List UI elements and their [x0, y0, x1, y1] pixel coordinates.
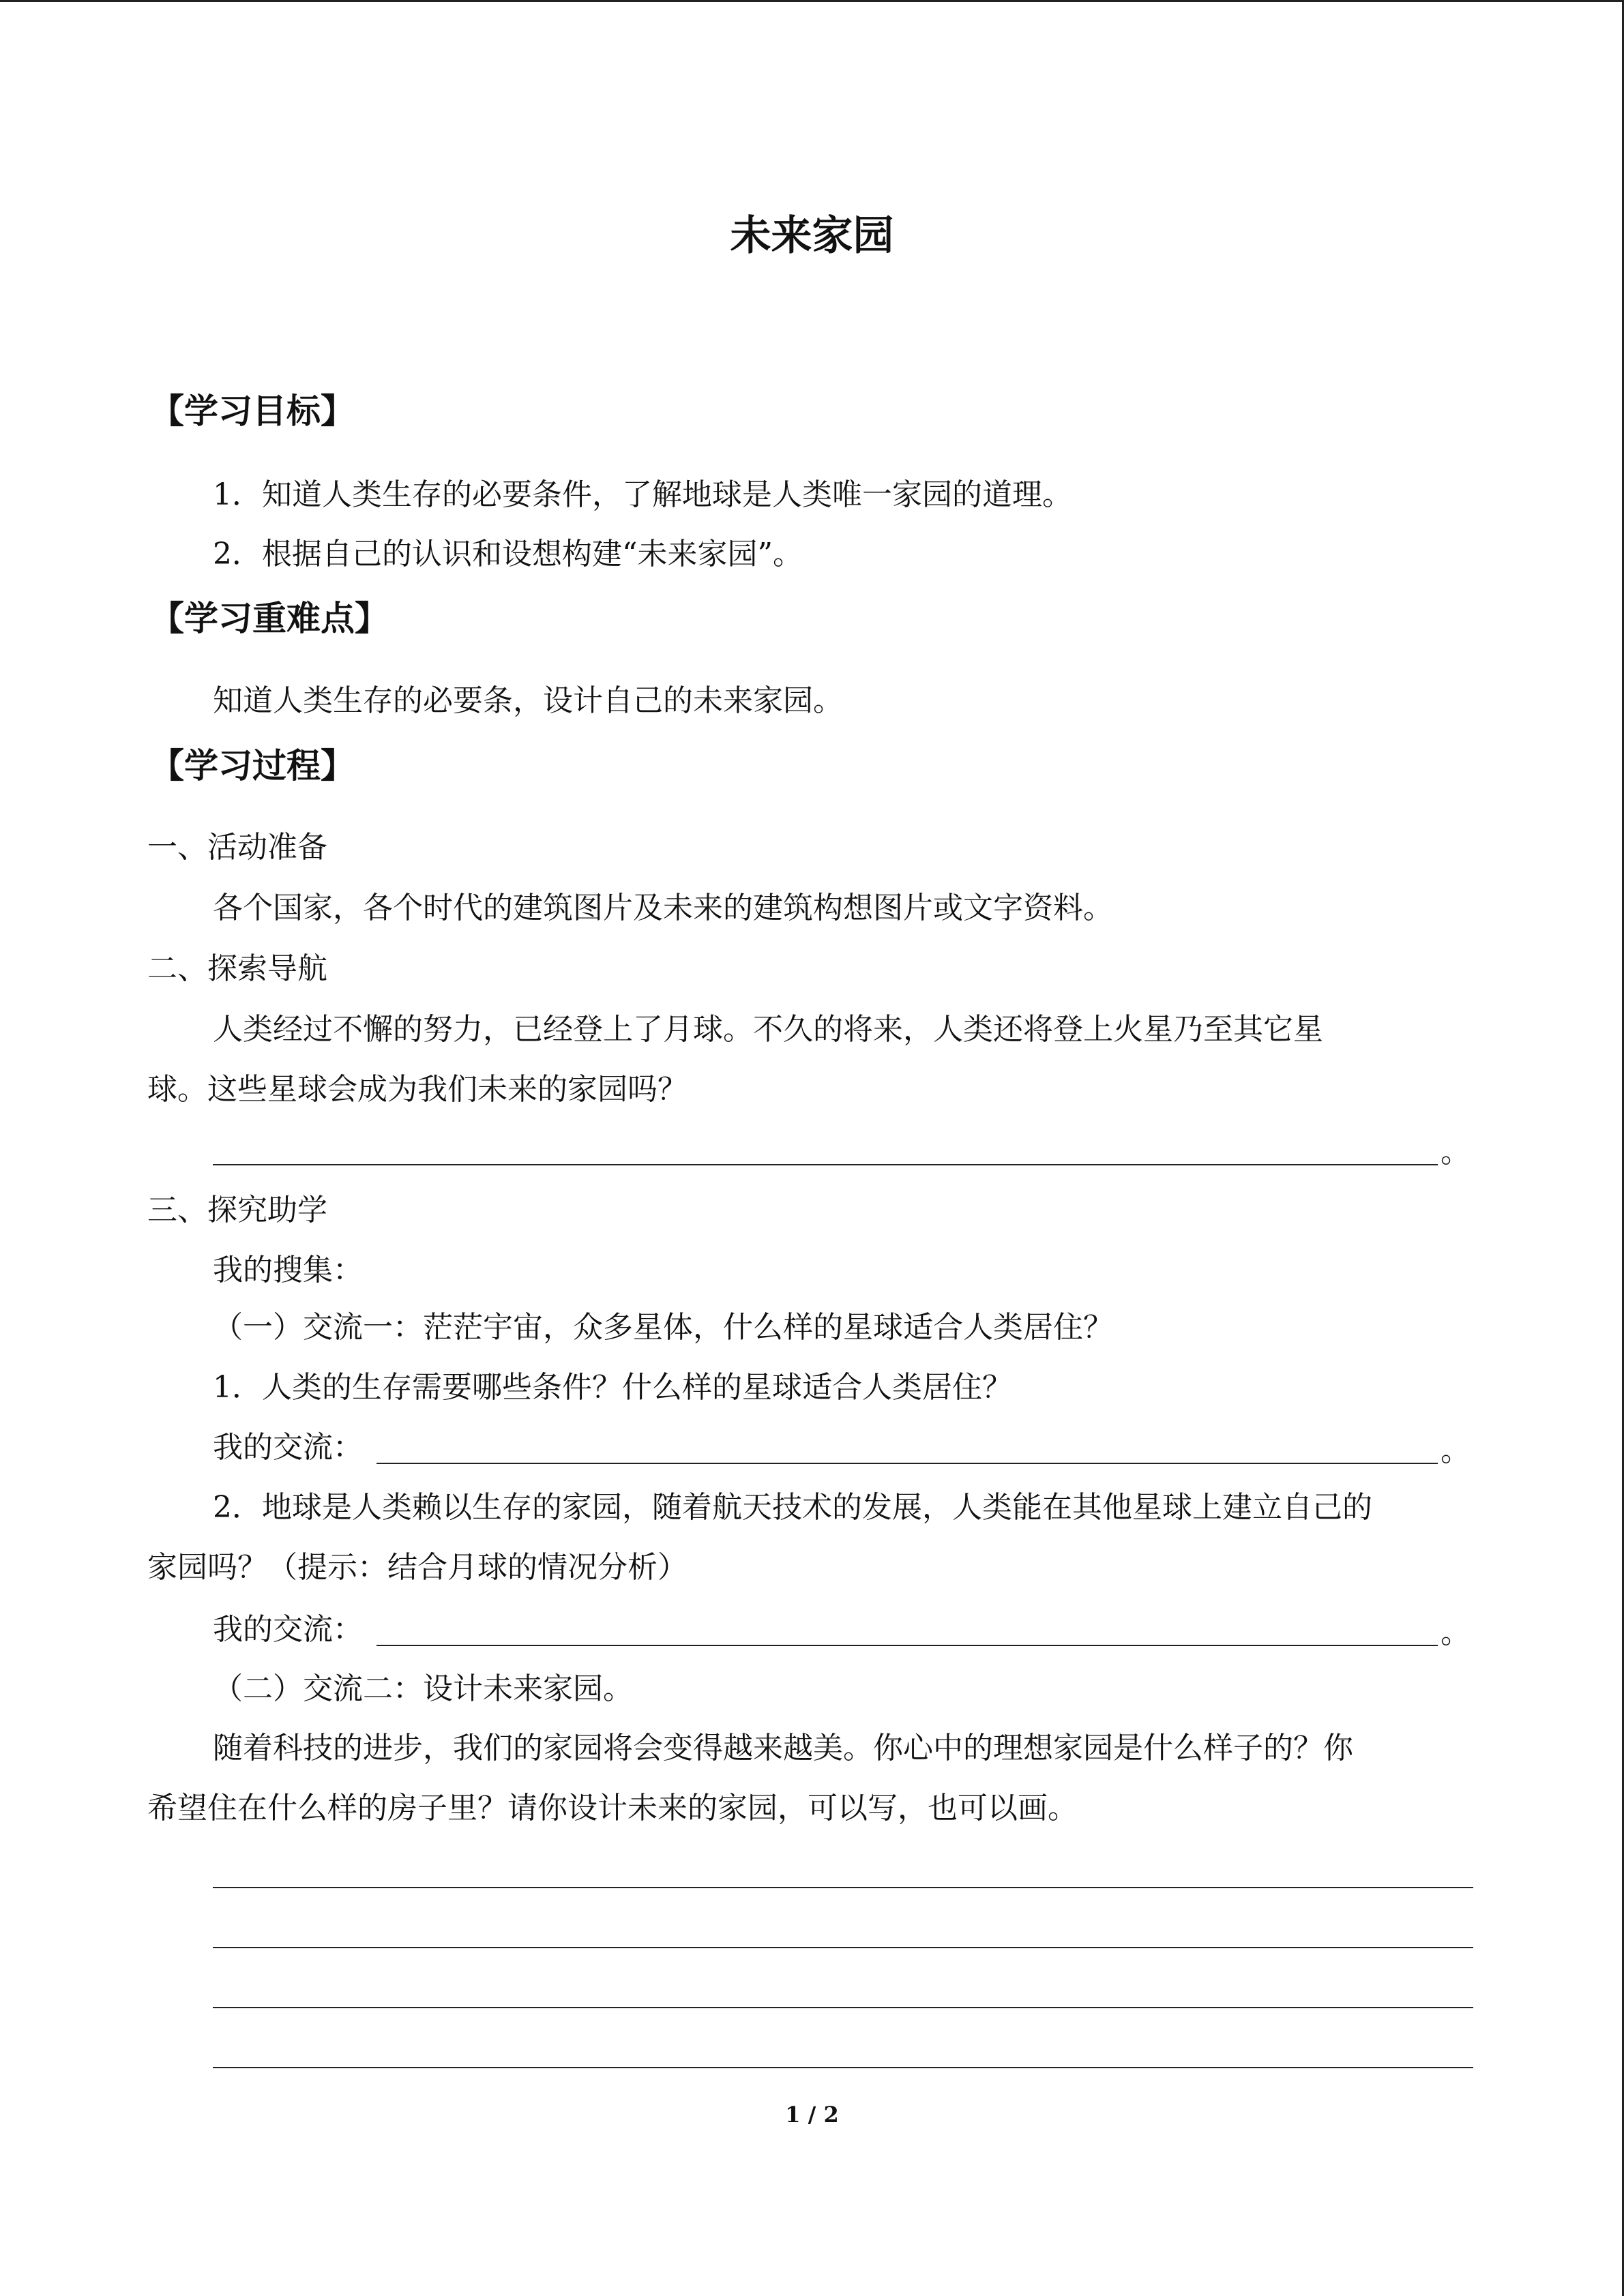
period-part2: 。 [1441, 1135, 1471, 1169]
answer-blank-q1[interactable] [377, 1463, 1438, 1464]
answer-blank-part2[interactable] [213, 1164, 1438, 1165]
question-2-line2: 家园吗？（提示：结合月球的情况分析） [147, 1550, 688, 1585]
question-2-line1: 2．地球是人类赖以生存的家园，随着航天技术的发展，人类能在其他星球上建立自己的 [213, 1490, 1372, 1525]
page-border-top [0, 0, 1624, 2]
key-points-text: 知道人类生存的必要条，设计自己的未来家园。 [213, 683, 843, 718]
my-exchange-label-2: 我的交流： [213, 1612, 363, 1647]
objective-item-2: 2．根据自己的认识和设想构建“未来家园”。 [213, 537, 803, 571]
exchange1-text: （一）交流一：茫茫宇宙，众多星体，什么样的星球适合人类居住？ [213, 1310, 1113, 1345]
part2-line1: 人类经过不懈的努力，已经登上了月球。不久的将来，人类还将登上火星乃至其它星 [213, 1012, 1323, 1047]
heading-key-points: 【学习重难点】 [150, 599, 389, 638]
design-answer-line[interactable] [213, 1947, 1473, 1948]
question-1: 1．人类的生存需要哪些条件？什么样的星球适合人类居住？ [213, 1370, 1012, 1405]
my-exchange-label-1: 我的交流： [213, 1430, 363, 1465]
design-answer-line[interactable] [213, 1887, 1473, 1888]
heading-process: 【学习过程】 [150, 746, 355, 786]
design-answer-line[interactable] [213, 2067, 1473, 2068]
heading-objectives: 【学习目标】 [150, 391, 355, 431]
answer-blank-q2[interactable] [377, 1645, 1438, 1646]
part1-label: 一、活动准备 [147, 830, 327, 865]
part2-label: 二、探索导航 [147, 951, 327, 986]
part3-label: 三、探究助学 [147, 1193, 327, 1227]
design-line1: 随着科技的进步，我们的家园将会变得越来越美。你心中的理想家园是什么样子的？你 [213, 1731, 1353, 1765]
period-q1: 。 [1441, 1433, 1471, 1468]
page-number: 1 / 2 [785, 2102, 839, 2128]
my-collection-label: 我的搜集： [213, 1253, 363, 1287]
period-q2: 。 [1441, 1615, 1471, 1650]
exchange2-text: （二）交流二：设计未来家园。 [213, 1671, 633, 1706]
part1-text: 各个国家，各个时代的建筑图片及未来的建筑构想图片或文字资料。 [213, 891, 1113, 925]
page-title: 未来家园 [730, 212, 894, 260]
design-answer-line[interactable] [213, 2007, 1473, 2008]
design-line2: 希望住在什么样的房子里？请你设计未来的家园，可以写，也可以画。 [147, 1791, 1078, 1825]
objective-item-1: 1．知道人类生存的必要条件，了解地球是人类唯一家园的道理。 [213, 477, 1072, 512]
part2-line2: 球。这些星球会成为我们未来的家园吗？ [147, 1072, 688, 1107]
